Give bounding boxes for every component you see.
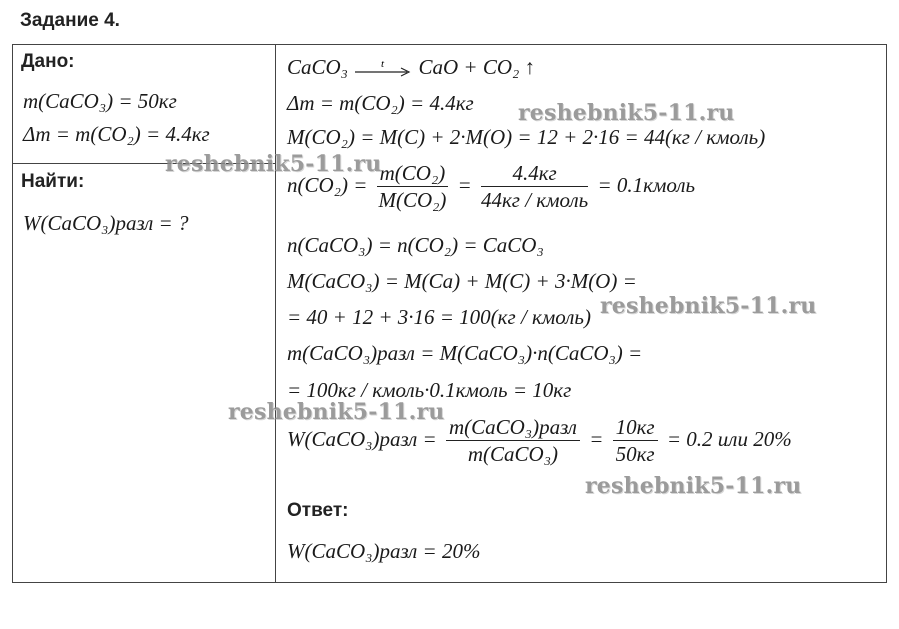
- solution-line-mass-value: = 100кг / кмоль·0.1кмоль = 10кг: [287, 378, 572, 402]
- reaction-reactant: CaCO₃: [287, 55, 348, 79]
- heat-label: t: [381, 59, 385, 71]
- solution-line-molar-mass-value: = 40 + 12 + 3·16 = 100(кг / кмоль): [287, 305, 591, 329]
- reaction-products: CaO + CO₂ ↑: [418, 55, 536, 79]
- given-mass: m(CaCO₃) = 50кг: [23, 89, 177, 113]
- solution-line-delta-mass: Δm = m(CO₂) = 4.4кг: [287, 91, 474, 115]
- find-header: Найти:: [21, 171, 85, 192]
- solution-line-mass-decomposed: m(CaCO₃)разл = M(CaCO₃)·n(CaCO₃) =: [287, 341, 643, 365]
- solution-line-moles-co2: n(CO₂) = $\frac{\text{m(CO₂)}}{\text{M(CO₂)}}$ = $\frac{4.4кг}{\text{44кг / кмоль}}$ = 0.1кмоль: [287, 161, 696, 212]
- solution-line-molar-mass-co2: M(CO₂) = M(C) + 2·M(O) = 12 + 2·16 = 44(кг / кмоль): [287, 125, 766, 149]
- heat-arrow: [353, 59, 413, 79]
- solution-line-molar-mass-caco3: M(CaCO₃) = M(Ca) + M(C) + 3·M(O) =: [287, 269, 637, 293]
- watermark: reshebnik5-11.ru: [165, 151, 382, 177]
- given-header: Дано:: [21, 51, 75, 72]
- answer-header: Ответ:: [287, 500, 349, 521]
- fraction-mass-ratio: $\frac{\text{m(CaCO₃)разл}}{\text{m(CaCO₃)}}$: [446, 417, 580, 465]
- watermark: reshebnik5-11.ru: [600, 293, 817, 319]
- find-fraction: W(CaCO₃)разл = ?: [23, 211, 189, 235]
- column-divider: [275, 45, 276, 582]
- answer-line: W(CaCO₃)разл = 20%: [287, 539, 481, 563]
- solution-line-moles-caco3: n(CaCO₃) = n(CO₂) = CaCO₃: [287, 233, 544, 257]
- fraction-m-over-M: $\frac{\text{m(CO₂)}}{\text{M(CO₂)}}$: [378, 161, 447, 212]
- watermark: reshebnik5-11.ru: [518, 100, 735, 126]
- watermark: reshebnik5-11.ru: [585, 473, 802, 499]
- given-delta-mass: Δm = m(CO₂) = 4.4кг: [23, 122, 210, 146]
- fraction-mass-values: $\frac{10кг}{50кг}$: [613, 417, 658, 465]
- reaction-equation: [287, 57, 535, 79]
- task-title: Задание 4.: [20, 10, 120, 31]
- solution-line-fraction: W(CaCO₃)разл = $\frac{\text{m(CaCO₃)разл}}{\text{m(CaCO₃)}}$ = $\frac{10кг}{50кг}$ = 0.2 или 20%: [287, 415, 792, 466]
- watermark: reshebnik5-11.ru: [228, 399, 445, 425]
- fraction-values: $\frac{4.4кг}{\text{44кг / кмоль}}$: [480, 161, 589, 212]
